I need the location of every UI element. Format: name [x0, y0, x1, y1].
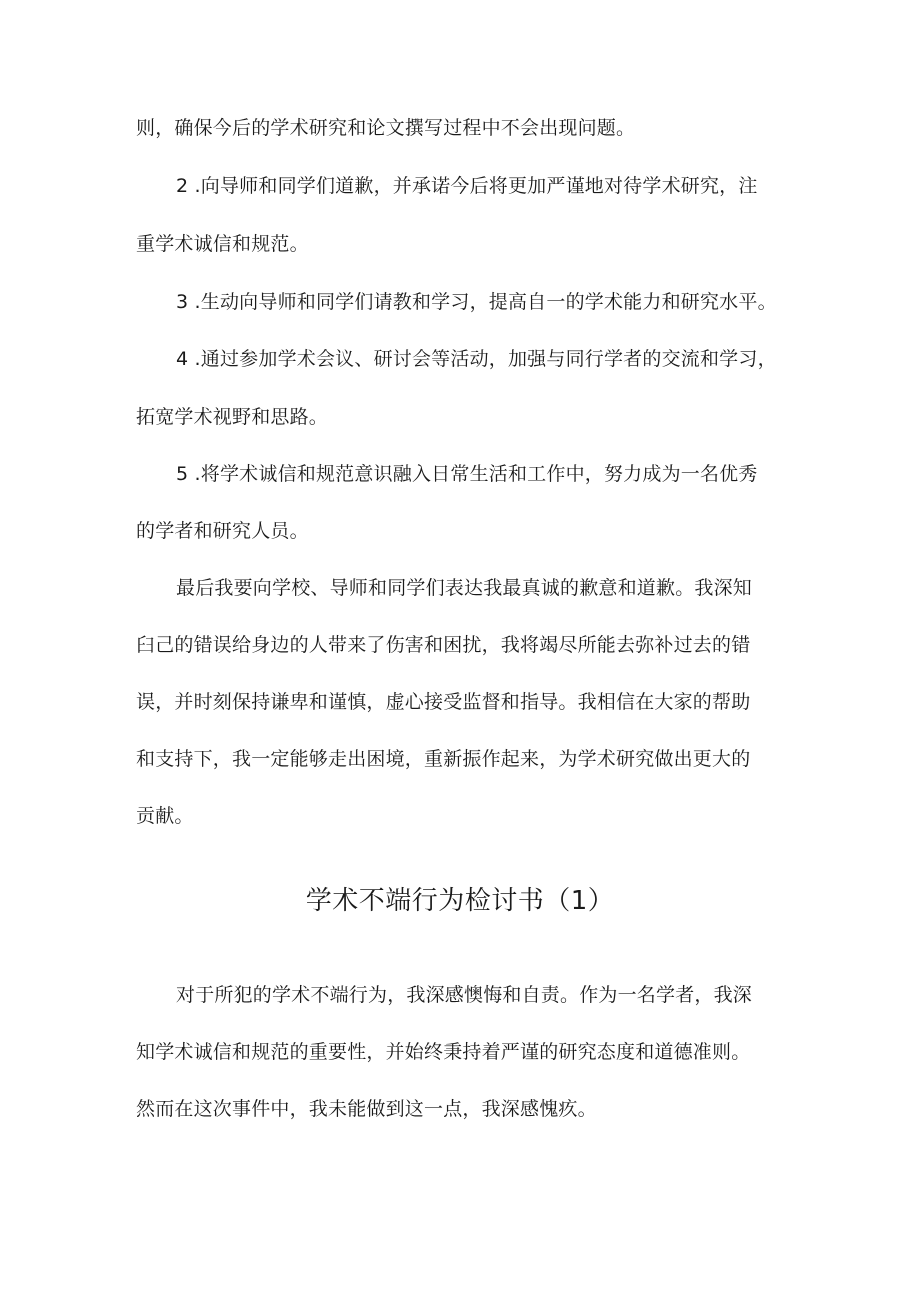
- text-line-3: 重学术诚信和规范。: [136, 233, 309, 255]
- section-title: 学术不端行为检讨书（1）: [305, 886, 615, 916]
- text-line-4: 3 .生动向导师和同学们请教和学习，提高自一的学术能力和研究水平。: [176, 291, 777, 313]
- text-line-8: 的学者和研究人员。: [136, 520, 309, 542]
- text-line-11: 误，并时刻保持谦卑和谨慎，虚心接受监督和指导。我相信在大家的帮助: [136, 691, 751, 713]
- text-line-6: 拓宽学术视野和思路。: [136, 406, 329, 428]
- text-line-10: 臼己的错误给身边的人带来了伤害和困扰，我将竭尽所能去弥补过去的错: [136, 634, 751, 656]
- text-line-7: 5 .将学术诚信和规范意识融入日常生活和工作中，努力成为一名优秀: [176, 463, 758, 485]
- section-line-1: 对于所犯的学术不端行为，我深感懊悔和自责。作为一名学者，我深: [176, 984, 753, 1006]
- section-line-2: 知学术诚信和规范的重要性，并始终秉持着严谨的研究态度和道德准则。: [136, 1041, 751, 1063]
- text-line-5: 4 .通过参加学术会议、研讨会等活动，加强与同行学者的交流和学习，: [176, 348, 777, 370]
- text-line-1: 则，确保今后的学术研究和论文撰写过程中不会出现问题。: [136, 117, 636, 139]
- text-line-13: 贡献。: [136, 805, 194, 827]
- text-line-2: 2 .向导师和同学们道歉，并承诺今后将更加严谨地对待学术研究，注: [176, 175, 758, 197]
- text-line-12: 和支持下，我一定能够走出困境，重新振作起来，为学术研究做出更大的: [136, 748, 751, 770]
- section-line-3: 然而在这次事件中，我未能做到这一点，我深感愧疚。: [136, 1098, 597, 1120]
- text-line-9: 最后我要向学校、导师和同学们表达我最真诚的歉意和道歉。我深知: [176, 577, 753, 599]
